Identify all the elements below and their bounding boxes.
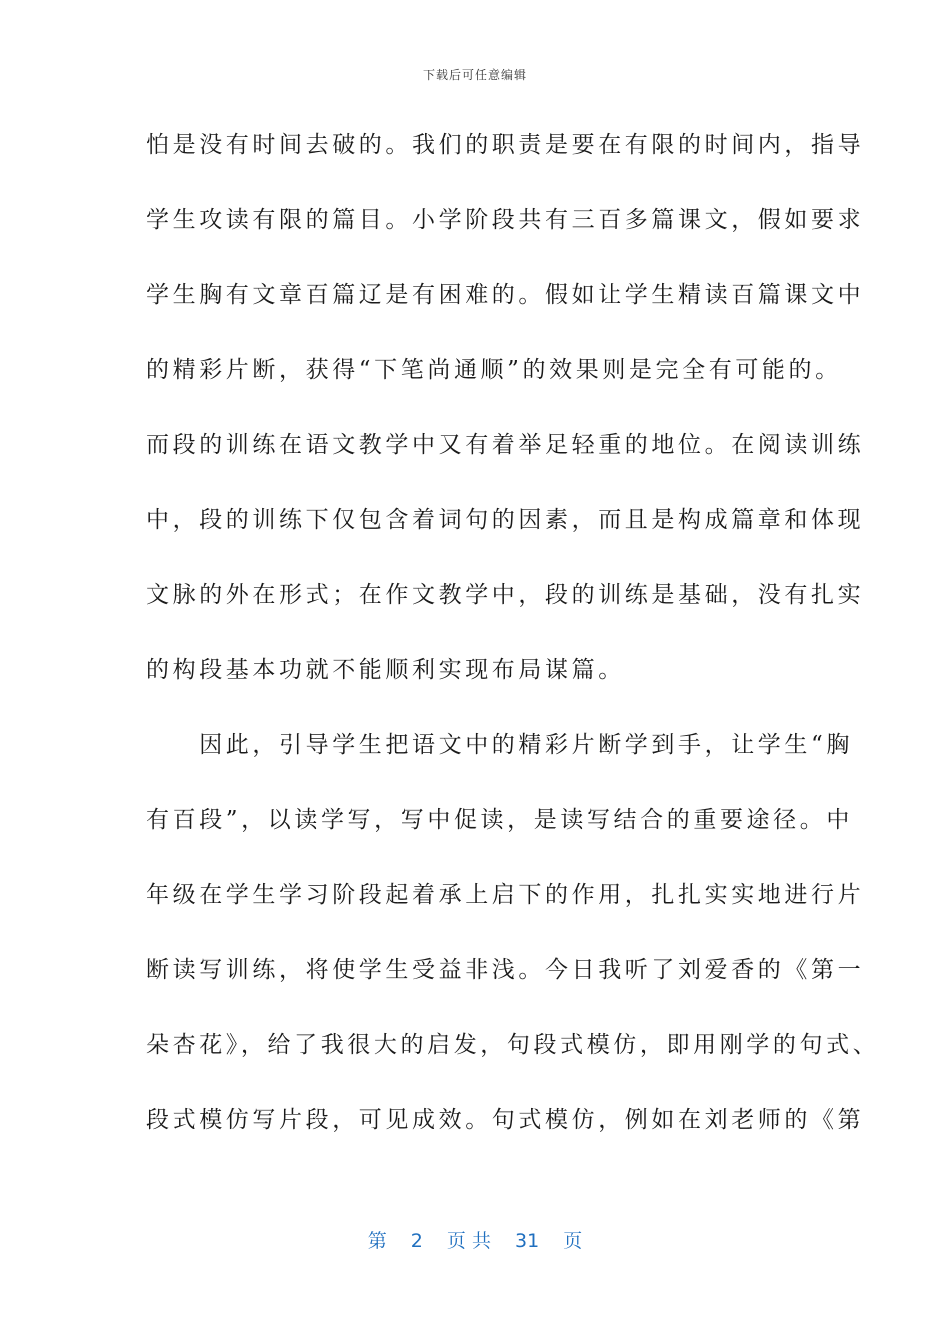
page-header-note: 下载后可任意编辑 (422, 68, 527, 82)
text-line: 文脉的外在形式；在作文教学中，段的训练是基础，没有扎实 (146, 582, 865, 608)
text-line: 怕是没有时间去破的。我们的职责是要在有限的时间内，指导 (146, 132, 865, 158)
page-footer (0, 1226, 950, 1253)
text-line: 朵杏花》，给了我很大的启发，句段式模仿，即用刚学的句式、 (146, 1032, 880, 1058)
text-line: 的精彩片断，获得“下笔尚通顺”的效果则是完全有可能的。 (146, 357, 842, 383)
text-line: 学生攻读有限的篇目。小学阶段共有三百多篇课文，假如要求 (146, 207, 865, 233)
text-line: 段式模仿写片段，可见成效。句式模仿，例如在刘老师的《第 (146, 1107, 865, 1133)
footer-suffix: 页 (563, 1230, 583, 1252)
footer-middle: 页 共 (446, 1230, 491, 1252)
footer-prefix: 第 (367, 1230, 387, 1252)
text-line: 而段的训练在语文教学中又有着举足轻重的地位。在阅读训练 (146, 432, 865, 458)
text-line: 因此，引导学生把语文中的精彩片断学到手，让学生“胸 (146, 732, 853, 758)
total-pages-number: 31 (515, 1230, 540, 1252)
current-page-number: 2 (410, 1230, 423, 1252)
text-line: 学生胸有文章百篇辽是有困难的。假如让学生精读百篇课文中 (146, 282, 865, 308)
text-line: 年级在学生学习阶段起着承上启下的作用，扎扎实实地进行片 (146, 882, 865, 908)
text-line: 断读写训练，将使学生受益非浅。今日我听了刘爱香的《第一 (146, 957, 865, 983)
text-line: 中，段的训练下仅包含着词句的因素，而且是构成篇章和体现 (146, 507, 865, 533)
text-line: 有百段”，以读学写，写中促读，是读写结合的重要途径。中 (146, 807, 853, 833)
text-line: 的构段基本功就不能顺利实现布局谋篇。 (146, 657, 625, 683)
